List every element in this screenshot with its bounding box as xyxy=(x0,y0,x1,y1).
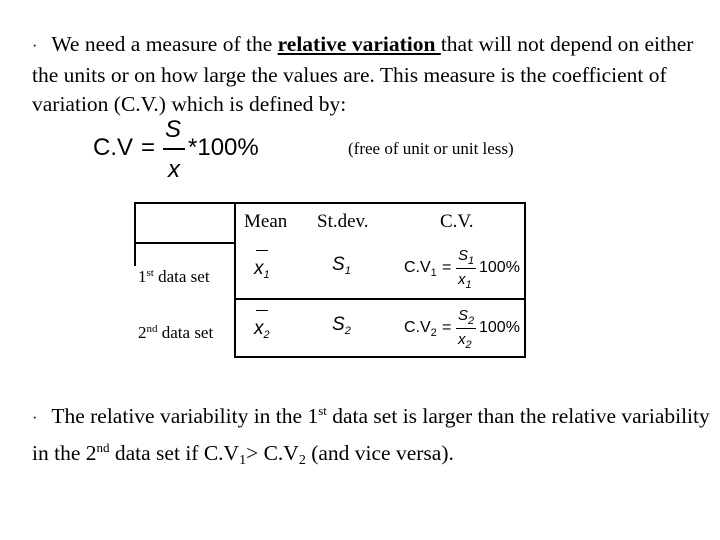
row-2-mean: $x_2$ xyxy=(254,318,270,341)
intro-paragraph xyxy=(32,30,712,119)
row-1-stdev: $S_1$ xyxy=(332,254,351,277)
bullet-icon: · xyxy=(32,37,38,55)
row-1-cv-numerator: $S_1$ xyxy=(458,247,475,267)
intro-underlined-term: relative variation xyxy=(277,32,441,56)
cv-formula xyxy=(93,118,293,182)
row-1-cv-multiplier: 100% xyxy=(479,259,520,276)
conclusion-paragraph xyxy=(32,396,712,475)
conclusion-sup-2: nd xyxy=(96,439,110,455)
row-2-cv-multiplier: 100% xyxy=(479,319,520,336)
header-stdev: St.dev. xyxy=(317,211,369,232)
formula-denominator: x xyxy=(168,156,180,183)
row-2-mean-overbar xyxy=(256,310,268,311)
row-1-cv-lhs: $C.V_1$ xyxy=(404,259,437,279)
table-right-border xyxy=(524,202,526,358)
formula-multiplier: *100% xyxy=(188,134,259,161)
row-1-cv-denominator: $x_1$ xyxy=(458,271,472,291)
row-2-stdev: $S_2$ xyxy=(332,314,351,337)
formula-lhs: C.V xyxy=(93,134,134,161)
row-1-mean: $x_1$ xyxy=(254,258,270,281)
conclusion-text-5: (and vice versa). xyxy=(305,440,454,465)
table-inner-border xyxy=(234,202,236,358)
table-bottom-border xyxy=(234,356,526,358)
table-left-border-top xyxy=(134,202,136,266)
cv-table xyxy=(134,202,526,358)
row-1-cv-fraction-line xyxy=(456,268,476,269)
conclusion-sup-1: st xyxy=(318,403,327,418)
formula-equals: = xyxy=(141,134,156,161)
conclusion-text-3: data set if C.V xyxy=(109,440,240,465)
unitless-note: (free of unit or unit less) xyxy=(348,139,514,158)
table-top-border xyxy=(134,202,526,204)
row-2-cv-lhs: $C.V_2$ xyxy=(404,319,437,339)
row-2-cv-fraction-line xyxy=(456,328,476,329)
conclusion-text-2: data set is larger than the relative variability in the 2 xyxy=(32,404,710,465)
conclusion-text-1: The relative variability in the 1 xyxy=(51,404,319,428)
formula-numerator: S xyxy=(165,116,182,143)
intro-text-1: We need a measure of the xyxy=(51,32,278,56)
header-cv: C.V. xyxy=(440,211,474,232)
row-2-cv-numerator: $S_2$ xyxy=(458,307,475,327)
row-1-cv-eq: = xyxy=(442,259,452,276)
row-2-label: 2nd data set xyxy=(138,323,214,342)
row-2-cv-denominator: $x_2$ xyxy=(458,331,472,351)
conclusion-sub-2: 2 xyxy=(298,452,306,468)
header-mean: Mean xyxy=(244,211,288,232)
bullet-icon: · xyxy=(32,409,38,427)
table-header-separator xyxy=(134,242,234,244)
table-row-separator xyxy=(234,298,526,300)
formula-fraction-line xyxy=(163,148,185,150)
conclusion-text-4: > C.V xyxy=(246,440,299,465)
row-1-mean-overbar xyxy=(256,250,268,251)
row-2-cv-eq: = xyxy=(442,319,452,336)
row-1-label: 1st data set xyxy=(138,267,210,286)
intro-text-2: that will not depend on either the units or on how large the values are. This measure is the coefficient of variation (C.V.) which is defined by: xyxy=(32,32,694,116)
conclusion-sub-1: 1 xyxy=(239,452,247,468)
